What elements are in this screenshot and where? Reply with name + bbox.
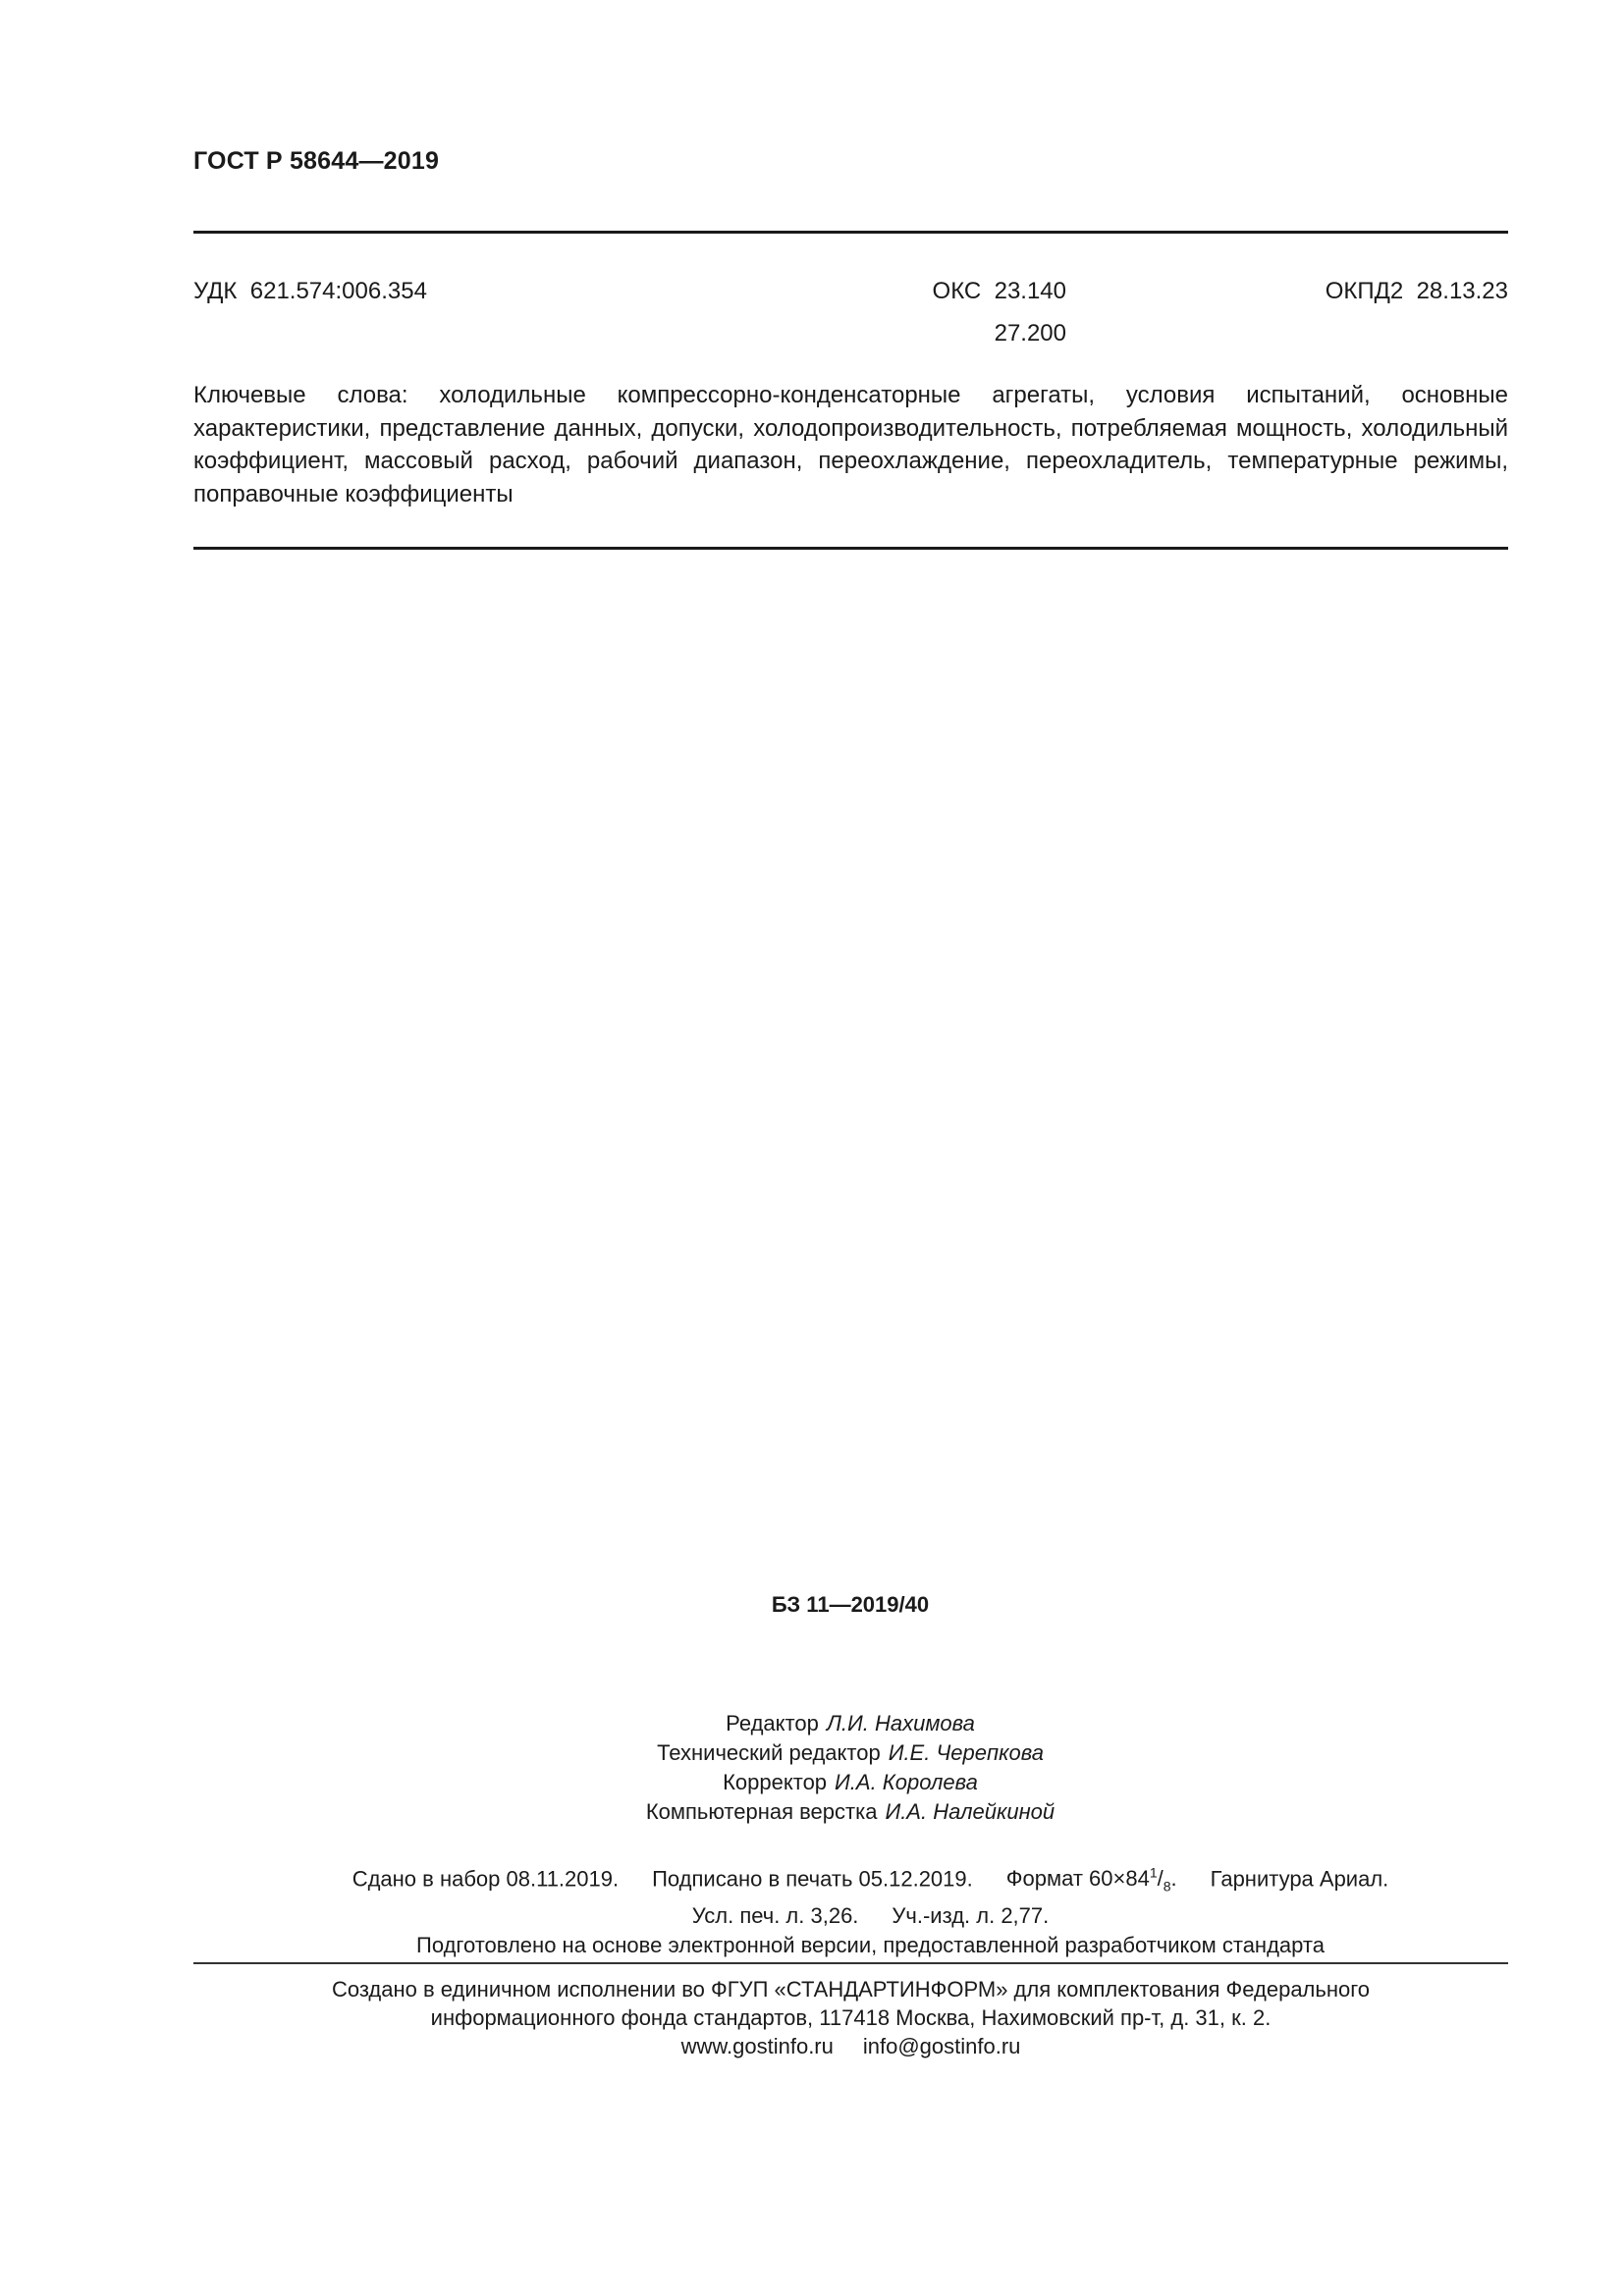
keywords-divider: [193, 547, 1508, 550]
typeface: Гарнитура Ариал.: [1210, 1866, 1389, 1892]
credit-name: И.А. Королева: [835, 1770, 978, 1794]
okpd-label: ОКПД2: [1325, 278, 1404, 304]
oks-value-1: 23.140: [994, 278, 1066, 304]
prepared-note: Подготовлено на основе электронной версии, предоставленной разработчиком стандарта: [416, 1932, 1325, 1957]
udk-label: УДК: [193, 278, 238, 304]
credit-role: Редактор: [726, 1711, 819, 1735]
top-divider: [193, 231, 1508, 234]
credit-name: И.Е. Черепкова: [888, 1740, 1044, 1765]
email-link[interactable]: info@gostinfo.ru: [862, 2034, 1021, 2058]
credit-role: Технический редактор: [657, 1740, 881, 1765]
publisher-footer: [193, 1975, 1508, 2060]
udk-code: [193, 270, 427, 312]
format: Формат $60\times 84^1/_8$.: [1005, 1865, 1177, 1895]
submitted-date: Сдано в набор 08.11.2019.: [352, 1866, 620, 1892]
oks-code: [884, 270, 1066, 354]
footer-line-1: Создано в единичном исполнении во ФГУП «СТАНДАРТИНФОРМ» для комплектования Федерального: [331, 1977, 1371, 2002]
publisher-sheets: Уч.-изд. л. 2,77.: [892, 1902, 1050, 1928]
oks-value-2: 27.200: [994, 320, 1066, 347]
footer-divider: [193, 1962, 1508, 1964]
udk-value: 621.574:006.354: [249, 278, 427, 304]
credit-name: И.А. Налейкиной: [885, 1799, 1056, 1824]
imprint-line-1: [233, 1858, 1508, 1901]
credit-role: Компьютерная верстка: [645, 1799, 878, 1824]
imprint-line-2: [233, 1901, 1508, 1931]
okpd-value: 28.13.23: [1416, 278, 1508, 304]
keywords-paragraph: Ключевые слова: холодильные компрессорно-конденсаторные агрегаты, условия испытаний, основные характеристики, представление данных, допуски, холодопроизводительность, потребляемая мощность, холодильный коэффициент, массовый расход, рабочий диапазон, переохлаждение, переохладитель, температурные режимы, поправочные коэффициенты: [193, 382, 1508, 507]
oks-label: ОКС: [932, 278, 982, 304]
footer-line-2: информационного фонда стандартов, 117418 Москва, Нахимовский пр-т, д. 31, к. 2.: [430, 2005, 1272, 2030]
print-sheets: Усл. печ. л. 3,26.: [691, 1902, 859, 1928]
okpd-code: [1276, 270, 1508, 312]
credit-line: [77, 1768, 1624, 1797]
standard-id-heading: ГОСТ Р 58644—2019: [193, 147, 440, 175]
website-link[interactable]: www.gostinfo.ru: [680, 2034, 834, 2058]
credit-name: Л.И. Нахимова: [826, 1711, 975, 1735]
credit-role: Корректор: [723, 1770, 828, 1794]
credit-line: [77, 1738, 1624, 1768]
signed-date: Подписано в печать 05.12.2019.: [652, 1866, 973, 1892]
bz-number: БЗ 11—2019/40: [771, 1592, 930, 1617]
credit-line: [77, 1709, 1624, 1738]
credits-block: [0, 1709, 1624, 1827]
footer-contacts: [193, 2032, 1508, 2060]
print-imprint: [193, 1858, 1508, 1960]
credit-line: [77, 1797, 1624, 1827]
